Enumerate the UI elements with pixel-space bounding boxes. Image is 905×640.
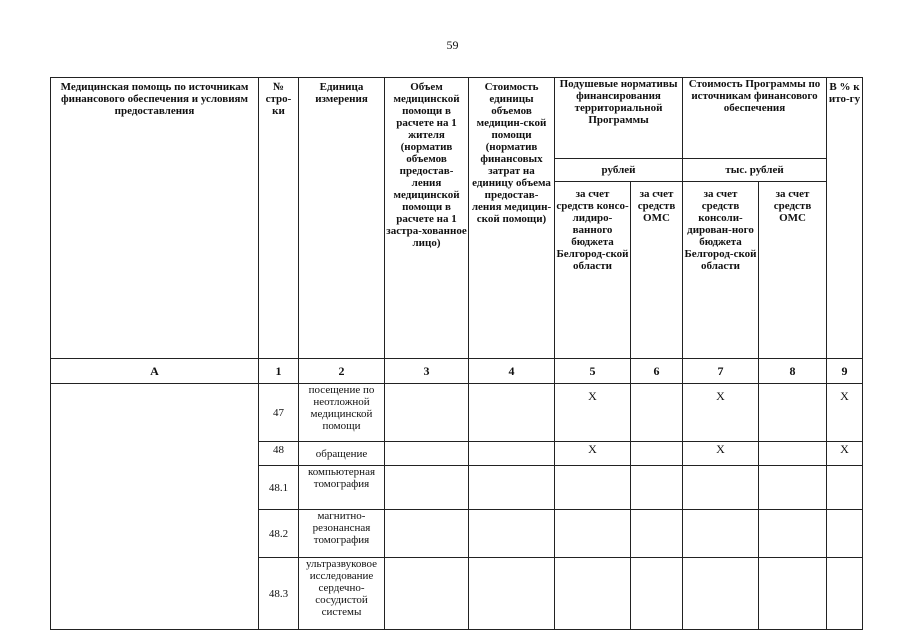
row-cell-col7: [683, 510, 759, 558]
row-cell-col5: [555, 466, 631, 510]
row-number: 48.3: [259, 558, 299, 630]
header-care-type: Медицинская помощь по источникам финансового обеспечения и условиям предоставления: [51, 78, 259, 359]
row-cell: [631, 442, 683, 466]
row-cell-col7: Х: [683, 384, 759, 442]
row-cell-col5: Х: [555, 442, 631, 466]
row-cell-col9: Х: [827, 442, 863, 466]
row-cell: [469, 384, 555, 442]
col-number-9: 9: [827, 359, 863, 384]
column-number-row: [51, 359, 863, 384]
row-cell: [759, 510, 827, 558]
table-row: [51, 384, 863, 442]
header-oms-per-capita: за счет средств ОМС: [631, 182, 683, 359]
col-number-3: 3: [385, 359, 469, 384]
col-number-4: 4: [469, 359, 555, 384]
header-volume: Объем медицинской помощи в расчете на 1 жителя (норматив объемов предостав-ления медицинской помощи в расчете на 1 застра-хованное лицо): [385, 78, 469, 359]
row-cell: [759, 384, 827, 442]
row-cell-col9: [827, 510, 863, 558]
header-unit: Единица измерения: [299, 78, 385, 359]
row-cell: [385, 510, 469, 558]
header-row-number: № стро-ки: [259, 78, 299, 359]
row-cell: [631, 510, 683, 558]
row-cell: [631, 384, 683, 442]
row-cell: [759, 442, 827, 466]
row-cell: [631, 558, 683, 630]
row-cell-col9: [827, 558, 863, 630]
col-number-a: А: [51, 359, 259, 384]
row-number: 48: [259, 442, 299, 466]
col-number-8: 8: [759, 359, 827, 384]
header-budget-per-capita: за счет средств консо-лидиро-ванного бюджета Белгород-ской области: [555, 182, 631, 359]
header-unit-thousand-rubles: тыс. рублей: [683, 159, 827, 182]
col-number-6: 6: [631, 359, 683, 384]
row-cell: [469, 558, 555, 630]
row-cell: [385, 384, 469, 442]
row-number: 47: [259, 384, 299, 442]
row-cell: [385, 442, 469, 466]
row-unit: компьютерная томография: [299, 466, 385, 510]
row-cell-col9: [827, 466, 863, 510]
page-number: 59: [446, 38, 459, 52]
row-cell-col7: [683, 466, 759, 510]
header-unit-rubles: рублей: [555, 159, 683, 182]
row-cell: [385, 466, 469, 510]
header-budget-cost: за счет средств консоли-дирован-ного бюджета Белгород-ской области: [683, 182, 759, 359]
program-cost-table: [50, 77, 863, 630]
row-unit: ультразвуковое исследование сердечно-сосудистой системы: [299, 558, 385, 630]
row-cell: [759, 558, 827, 630]
header-per-capita-group: Подушевые нормативы финансирования территориальной Программы: [555, 78, 683, 159]
row-cell: [759, 466, 827, 510]
header-program-cost-group: Стоимость Программы по источникам финансового обеспечения: [683, 78, 827, 159]
row-cell: [469, 466, 555, 510]
row-number: 48.2: [259, 510, 299, 558]
row-unit: магнитно-резонансная томография: [299, 510, 385, 558]
row-cell-col5: [555, 558, 631, 630]
row-cell-col5: Х: [555, 384, 631, 442]
row-cell-col9: Х: [827, 384, 863, 442]
row-cell: [631, 466, 683, 510]
row-cell: [469, 510, 555, 558]
row-unit: посещение по неотложной медицинской помощи: [299, 384, 385, 442]
col-number-5: 5: [555, 359, 631, 384]
col-number-7: 7: [683, 359, 759, 384]
row-cell: [469, 442, 555, 466]
row-cell-col7: Х: [683, 442, 759, 466]
header-oms-cost: за счет средств ОМС: [759, 182, 827, 359]
care-type-cell: [51, 384, 259, 630]
col-number-2: 2: [299, 359, 385, 384]
row-unit: обращение: [299, 442, 385, 466]
row-number: 48.1: [259, 466, 299, 510]
col-number-1: 1: [259, 359, 299, 384]
row-cell-col7: [683, 558, 759, 630]
header-percent-total: В % к ито-гу: [827, 78, 863, 359]
header-unit-cost: Стоимость единицы объемов медицин-ской помощи (норматив финансовых затрат на единицу объема предостав-ления медицин-ской помощи): [469, 78, 555, 359]
row-cell-col5: [555, 510, 631, 558]
row-cell: [385, 558, 469, 630]
